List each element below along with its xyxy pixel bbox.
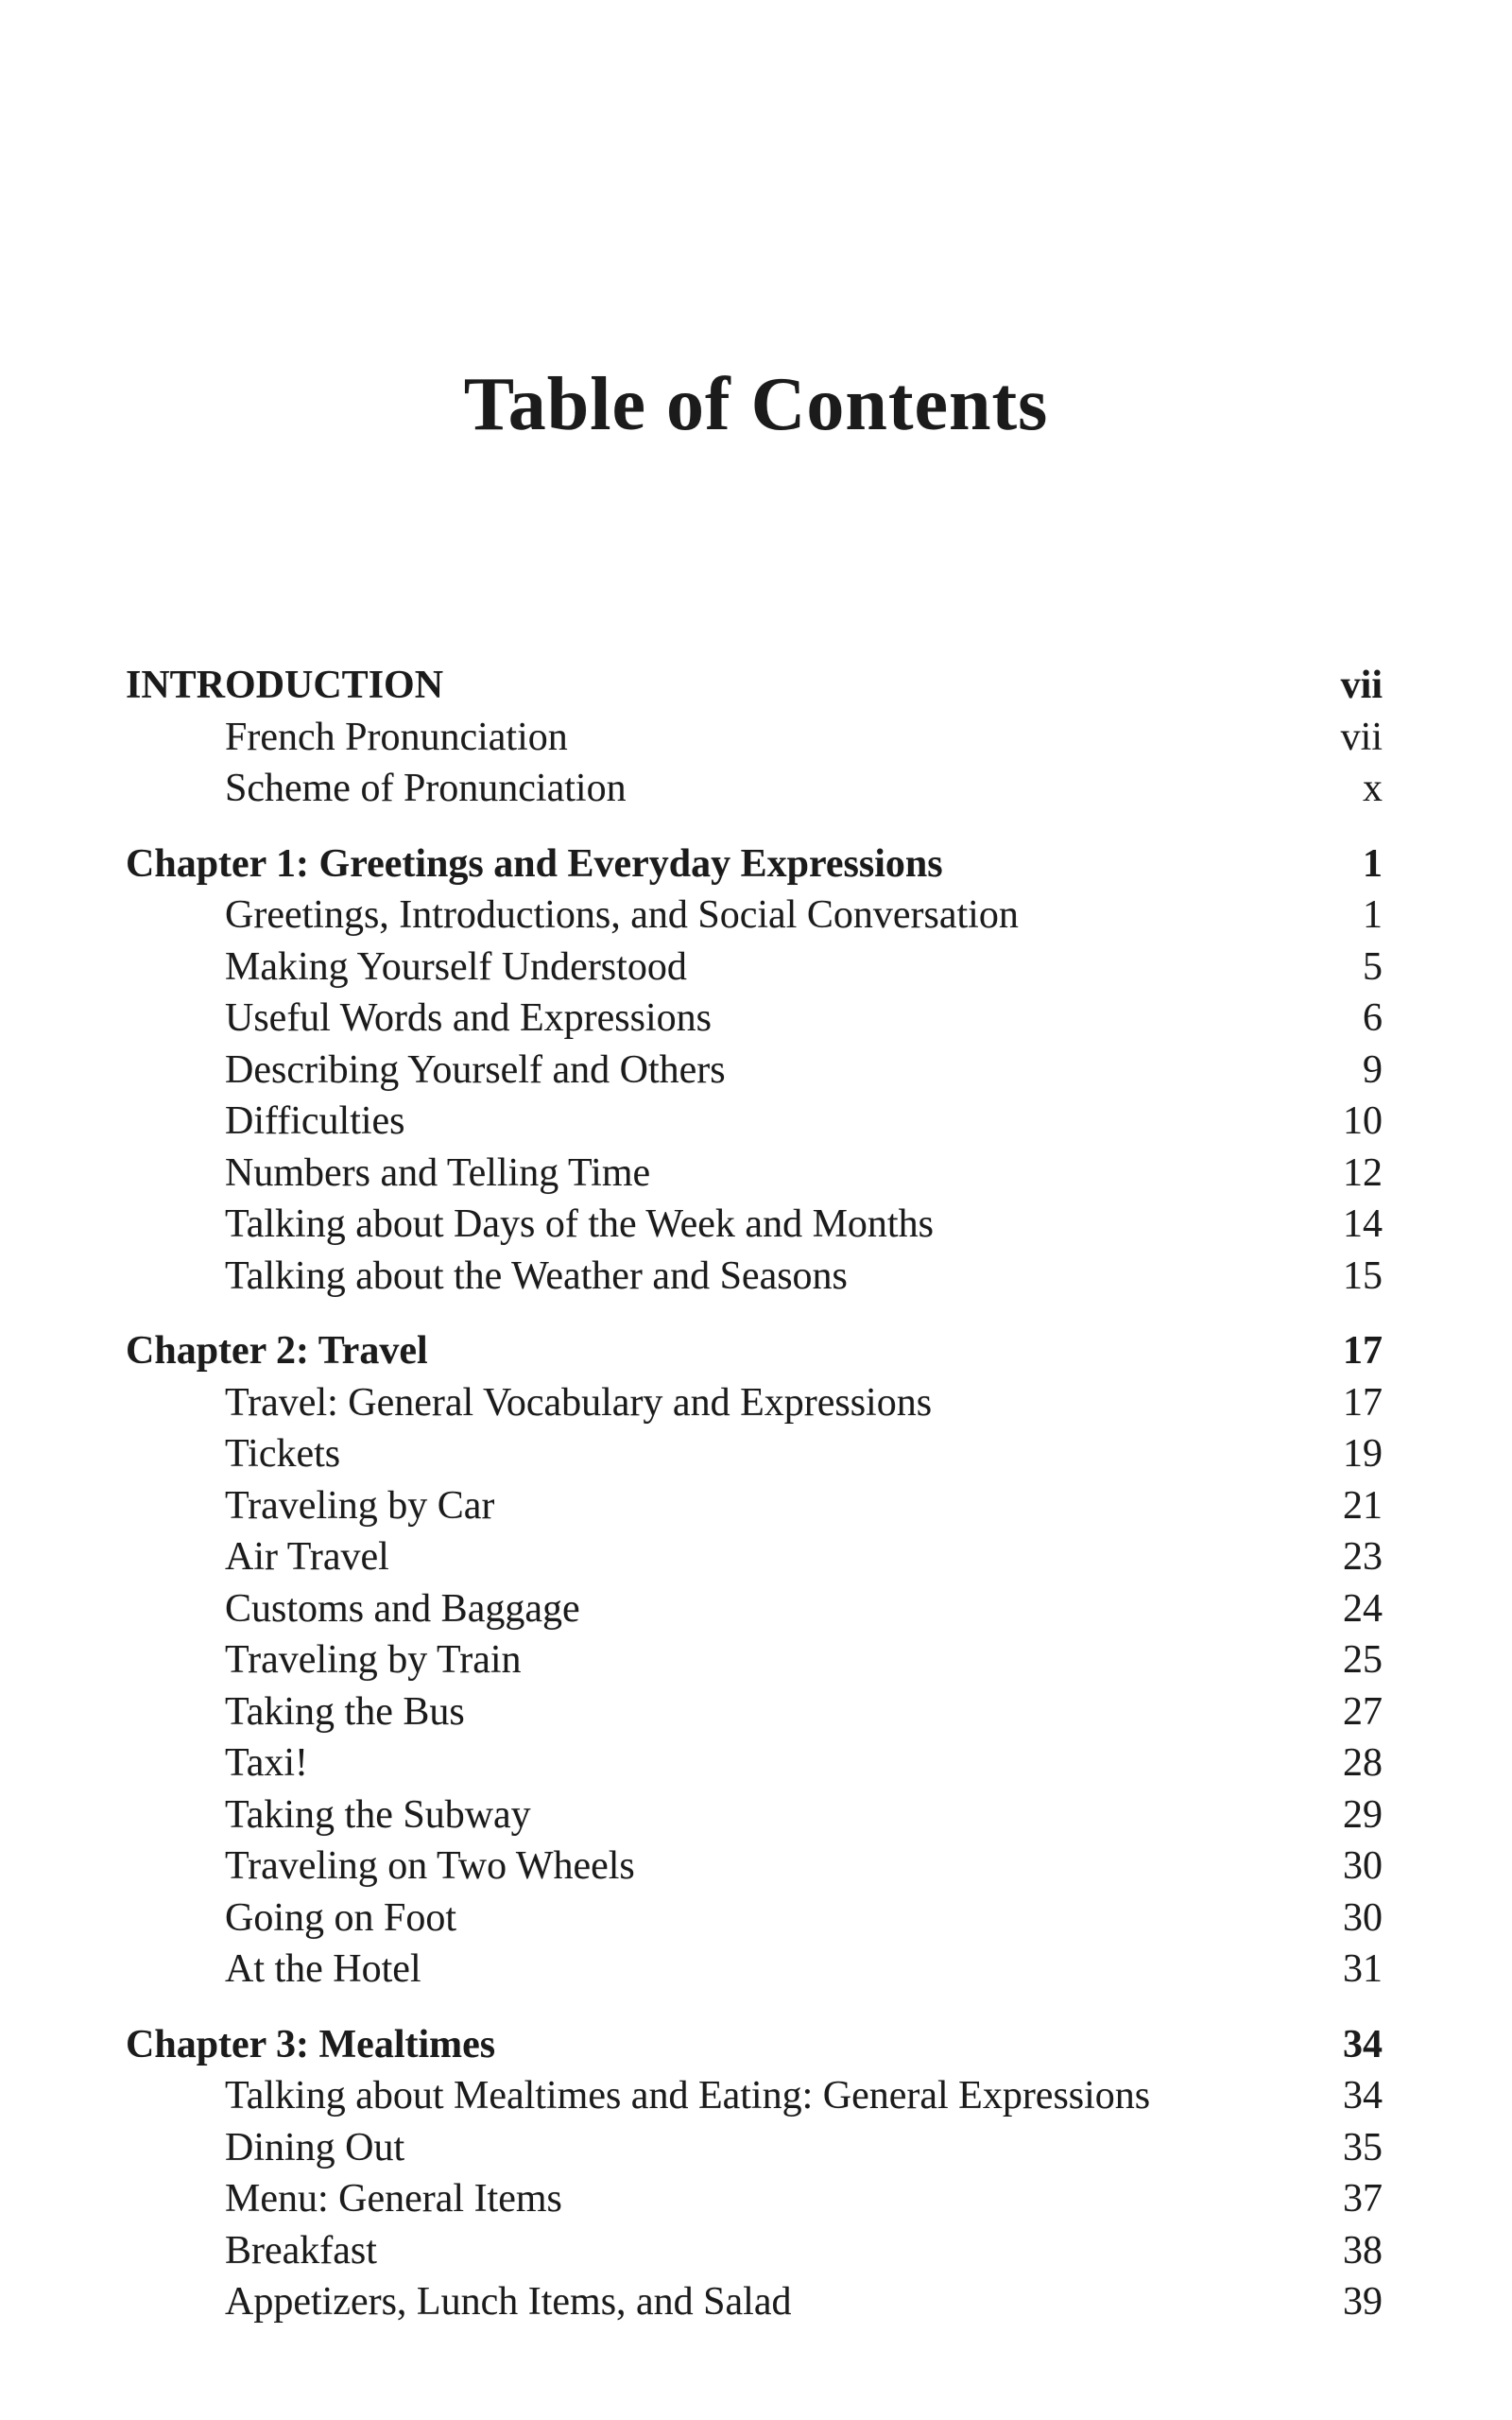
toc-entry-label: Traveling on Two Wheels xyxy=(225,1844,635,1888)
toc-list xyxy=(126,660,1383,2328)
toc-entry-row xyxy=(126,1199,1383,1251)
toc-entry-label: Taking the Bus xyxy=(225,1689,465,1734)
toc-entry-page-number: 19 xyxy=(1343,1432,1383,1476)
toc-entry-page-number: 29 xyxy=(1343,1792,1383,1837)
toc-entry-row xyxy=(126,2276,1383,2328)
toc-entry-row xyxy=(126,942,1383,994)
toc-entry-row xyxy=(126,890,1383,942)
toc-entry-page-number: 24 xyxy=(1343,1586,1383,1631)
toc-entry-label: Dining Out xyxy=(225,2125,405,2169)
toc-entry-label: Taking the Subway xyxy=(225,1792,531,1837)
toc-entry-row xyxy=(126,2225,1383,2277)
toc-entry-label: Traveling by Car xyxy=(225,1483,495,1528)
toc-entry-row xyxy=(126,1893,1383,1945)
toc-entry-label: At the Hotel xyxy=(225,1947,421,1991)
toc-entry-row xyxy=(126,2173,1383,2225)
toc-section-heading-row xyxy=(126,660,1383,712)
toc-entry-label: Talking about Mealtimes and Eating: General Expressions xyxy=(225,2074,1151,2118)
toc-entry-page-number: 37 xyxy=(1343,2177,1383,2221)
toc-entry-page-number: 25 xyxy=(1343,1638,1383,1682)
toc-entry-page-number: 23 xyxy=(1343,1535,1383,1579)
toc-entry-row xyxy=(126,2122,1383,2174)
toc-section-heading-page-number: 1 xyxy=(1363,841,1383,886)
toc-section-heading-row xyxy=(126,838,1383,890)
toc-section-heading-page-number: 17 xyxy=(1343,1329,1383,1373)
toc-entry-page-number: 1 xyxy=(1363,893,1383,937)
toc-entry-page-number: 30 xyxy=(1343,1844,1383,1888)
toc-entry-row xyxy=(126,1096,1383,1148)
toc-entry-page-number: 14 xyxy=(1343,1202,1383,1246)
toc-section-heading-label: Chapter 3: Mealtimes xyxy=(126,2022,496,2066)
toc-section-heading-label: Chapter 2: Travel xyxy=(126,1329,428,1373)
toc-entry-label: Useful Words and Expressions xyxy=(225,996,712,1040)
toc-entry-row xyxy=(126,1148,1383,1200)
toc-entry-label: Talking about the Weather and Seasons xyxy=(225,1253,848,1298)
page-title: Table of Contents xyxy=(463,363,1049,446)
toc-entry-row xyxy=(126,1583,1383,1635)
toc-entry-page-number: 27 xyxy=(1343,1689,1383,1734)
toc-entry-label: Air Travel xyxy=(225,1535,389,1579)
toc-entry-page-number: 28 xyxy=(1343,1741,1383,1785)
toc-entry-page-number: 39 xyxy=(1343,2280,1383,2324)
toc-entry-page-number: vii xyxy=(1340,715,1383,759)
toc-entry-page-number: 10 xyxy=(1343,1099,1383,1143)
toc-entry-page-number: 12 xyxy=(1343,1150,1383,1195)
toc-entry-row xyxy=(126,763,1383,815)
toc-entry-label: Going on Foot xyxy=(225,1895,457,1940)
toc-entry-page-number: 15 xyxy=(1343,1253,1383,1298)
toc-entry-label: Difficulties xyxy=(225,1099,405,1143)
toc-entry-page-number: 35 xyxy=(1343,2125,1383,2169)
toc-entry-row xyxy=(126,2070,1383,2122)
toc-section-heading-label: Chapter 1: Greetings and Everyday Expressions xyxy=(126,841,943,886)
toc-entry-row xyxy=(126,1737,1383,1789)
toc-entry-page-number: 5 xyxy=(1363,944,1383,989)
toc-entry-row xyxy=(126,1531,1383,1583)
toc-entry-row xyxy=(126,1480,1383,1532)
toc-entry-page-number: 21 xyxy=(1343,1483,1383,1528)
toc-section-heading-page-number: 34 xyxy=(1343,2022,1383,2066)
toc-entry-label: Tickets xyxy=(225,1432,341,1476)
toc-entry-label: Travel: General Vocabulary and Expressions xyxy=(225,1380,933,1425)
toc-entry-label: Customs and Baggage xyxy=(225,1586,580,1631)
toc-entry-label: Appetizers, Lunch Items, and Salad xyxy=(225,2280,792,2324)
toc-entry-label: French Pronunciation xyxy=(225,715,568,759)
toc-entry-row xyxy=(126,993,1383,1045)
toc-entry-label: Taxi! xyxy=(225,1741,309,1785)
toc-entry-row xyxy=(126,1428,1383,1480)
toc-entry-label: Menu: General Items xyxy=(225,2177,562,2221)
toc-entry-row xyxy=(126,712,1383,764)
toc-entry-page-number: 17 xyxy=(1343,1380,1383,1425)
toc-entry-page-number: 30 xyxy=(1343,1895,1383,1940)
toc-entry-label: Breakfast xyxy=(225,2228,377,2273)
toc-section-heading-page-number: vii xyxy=(1340,664,1383,707)
toc-entry-label: Numbers and Telling Time xyxy=(225,1150,651,1195)
toc-entry-label: Making Yourself Understood xyxy=(225,944,687,989)
toc-entry-page-number: x xyxy=(1363,767,1383,810)
toc-entry-row xyxy=(126,1634,1383,1686)
toc-entry-label: Greetings, Introductions, and Social Conversation xyxy=(225,893,1019,937)
toc-section-heading-label: INTRODUCTION xyxy=(126,664,444,707)
toc-section-heading-row xyxy=(126,1325,1383,1377)
toc-entry-label: Talking about Days of the Week and Months xyxy=(225,1202,934,1246)
toc-entry-row xyxy=(126,1944,1383,1996)
toc-entry-row xyxy=(126,1377,1383,1429)
toc-entry-page-number: 6 xyxy=(1363,996,1383,1040)
toc-section-heading-row xyxy=(126,2019,1383,2071)
toc-entry-row xyxy=(126,1841,1383,1893)
toc-entry-page-number: 34 xyxy=(1343,2074,1383,2118)
toc-entry-row xyxy=(126,1789,1383,1841)
toc-entry-page-number: 9 xyxy=(1363,1047,1383,1092)
toc-entry-label: Scheme of Pronunciation xyxy=(225,767,627,810)
toc-entry-label: Traveling by Train xyxy=(225,1638,522,1682)
toc-entry-label: Describing Yourself and Others xyxy=(225,1047,726,1092)
toc-entry-page-number: 31 xyxy=(1343,1947,1383,1991)
toc-entry-row xyxy=(126,1045,1383,1097)
toc-entry-page-number: 38 xyxy=(1343,2228,1383,2273)
toc-entry-row xyxy=(126,1251,1383,1303)
toc-entry-row xyxy=(126,1686,1383,1738)
